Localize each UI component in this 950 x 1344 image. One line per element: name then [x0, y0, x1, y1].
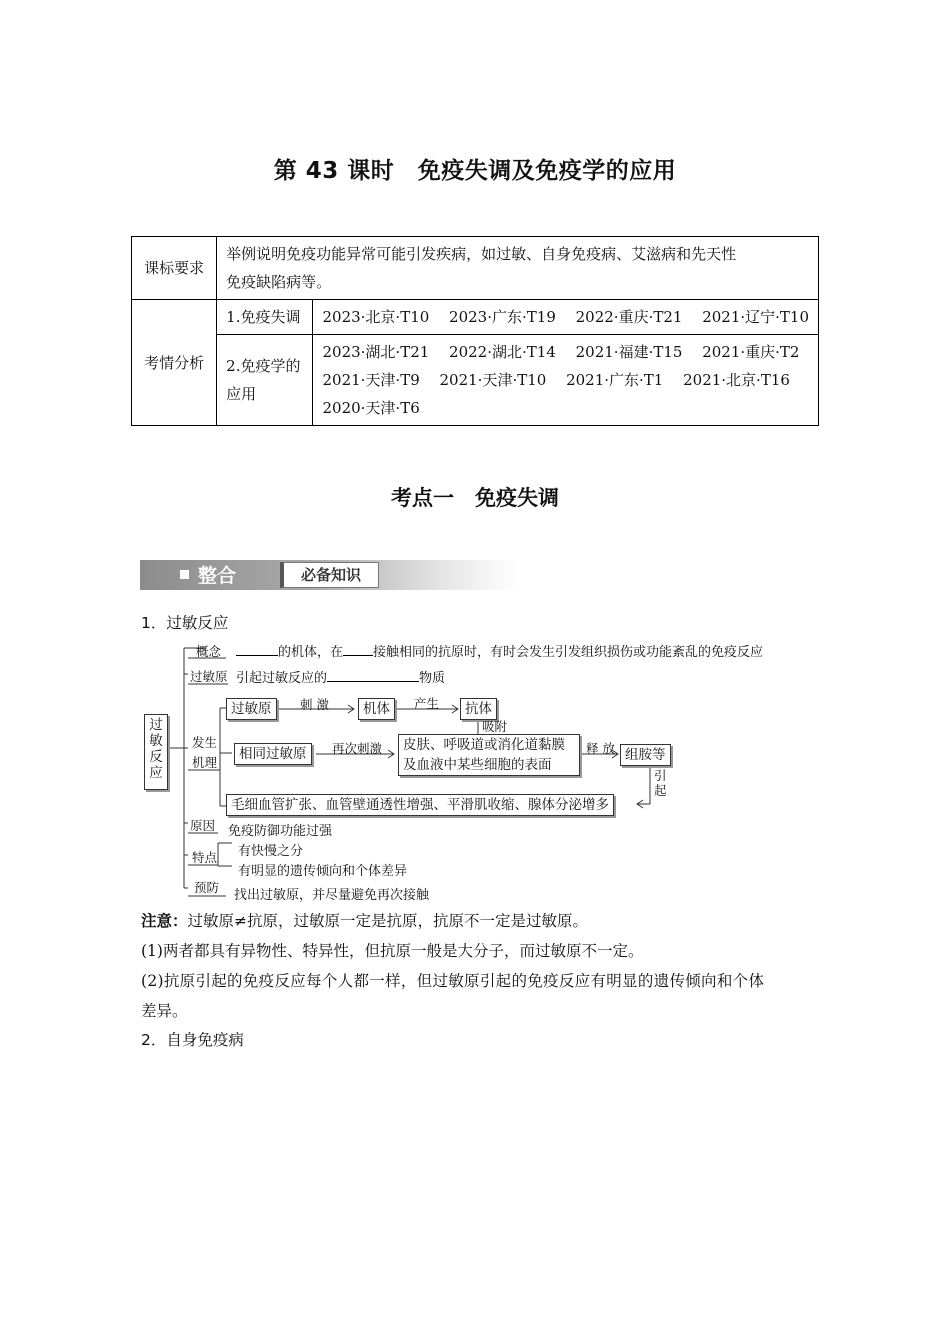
root-char-2: 敏 [149, 733, 163, 749]
reason-label: 原因 [190, 818, 216, 833]
root-char-1: 过 [149, 717, 163, 733]
banner-square-icon [180, 570, 189, 579]
concept-blank-2 [343, 655, 373, 656]
root-char-3: 反 [149, 749, 163, 765]
allergy-diagram [140, 638, 830, 908]
concept-blank-1 [236, 655, 278, 656]
concept-text-a: 的机体，在 [278, 645, 344, 660]
arrow-produce-label: 产生 [414, 696, 440, 711]
arrow-again-label: 再次刺激 [332, 741, 383, 756]
arrow-release-label: 释 放 [586, 741, 615, 756]
sub1-label: 1.免疫失调 [217, 300, 313, 335]
concept-text [236, 641, 763, 660]
box-cell-surface-line1: 皮肤、呼吸道或消化道黏膜 [403, 737, 565, 753]
allergen-label: 过敏原 [190, 669, 228, 684]
concept-label: 概念 [196, 644, 222, 659]
arrow-stimulate-label: 刺 激 [300, 697, 329, 712]
prevent-label: 预防 [194, 880, 220, 895]
box-cell-surface-line2: 及血液中某些细胞的表面 [403, 757, 552, 773]
feature-1: 有快慢之分 [238, 844, 304, 859]
root-char-4: 应 [149, 765, 163, 781]
item1-title: 1．过敏反应 [141, 614, 229, 632]
reason-text: 免疫防御功能过强 [228, 824, 333, 839]
banner-tag: 必备知识 [280, 562, 379, 588]
allergen-text [236, 667, 445, 686]
sub2-label-line1: 2.免疫学的 [226, 357, 301, 375]
adsorb-label: 吸附 [482, 719, 508, 734]
allergen-blank [327, 681, 419, 682]
box-body: 机体 [358, 698, 395, 720]
box-effects: 毛细血管扩张、血管壁通透性增强、平滑肌收缩、腺体分泌增多 [226, 794, 614, 816]
prevent-text: 找出过敏原，并尽量避免再次接触 [234, 888, 430, 903]
sub1-refs: 2023·北京·T10 2023·广东·T19 2022·重庆·T21 2021·辽宁·T10 [313, 300, 819, 335]
sub2-refs [313, 335, 819, 426]
box-allergen: 过敏原 [226, 698, 277, 720]
note-line [141, 906, 811, 936]
box-same-allergen: 相同过敏原 [234, 743, 312, 765]
mech-label-1: 发生 [192, 735, 218, 750]
banner-label: 整合 [198, 565, 237, 587]
box-antibody: 抗体 [460, 698, 497, 720]
row1-text-line1: 举例说明免疫功能异常可能引发疾病，如过敏、自身免疫病、艾滋病和先天性 [226, 245, 737, 263]
concept-text-b: 接触相同的抗原时，有时会发生引发组织损伤或功能紊乱的免疫反应 [373, 645, 764, 660]
curriculum-table [131, 236, 819, 426]
cause-char-1: 引 [654, 768, 667, 783]
row1-label: 课标要求 [132, 237, 217, 300]
item2-title: 2．自身免疫病 [141, 1031, 244, 1049]
page-title: 第 43 课时 免疫失调及免疫学的应用 [273, 158, 677, 184]
feature-2: 有明显的遗传倾向和个体差异 [238, 864, 408, 879]
row2-label: 考情分析 [132, 300, 217, 426]
section-title: 考点一 免疫失调 [391, 486, 559, 510]
sub2-refs-line2: 2021·天津·T9 2021·天津·T10 2021·广东·T1 2021·北京·T16 [322, 371, 790, 389]
allergen-text-a: 引起过敏反应的 [236, 671, 328, 686]
feature-label: 特点 [192, 850, 218, 865]
note-p2-line2: 差异。 [141, 1002, 188, 1020]
sub2-label-line2: 应用 [226, 385, 257, 403]
root-box [144, 714, 168, 790]
mech-label-2: 机理 [192, 755, 218, 770]
row1-text [217, 237, 819, 300]
cause-label [654, 768, 667, 798]
note-text: 过敏原≠抗原，过敏原一定是抗原，抗原不一定是过敏原。 [187, 912, 589, 930]
box-cell-surface [398, 734, 580, 776]
row1-text-line2: 免疫缺陷病等。 [226, 273, 332, 291]
sub2-refs-line1: 2023·湖北·T21 2022·湖北·T14 2021·福建·T15 2021·重庆·T2 [322, 343, 800, 361]
note-label: 注意： [141, 912, 188, 930]
cause-char-2: 起 [654, 783, 667, 798]
section-banner [140, 560, 522, 590]
note-p2-line1: (2)抗原引起的免疫反应每个人都一样，但过敏原引起的免疫反应有明显的遗传倾向和个体 [141, 972, 765, 990]
sub2-refs-line3: 2020·天津·T6 [322, 399, 420, 417]
box-histamine: 组胺等 [620, 744, 671, 766]
note-p1: (1)两者都具有异物性、特异性，但抗原一般是大分子，而过敏原不一定。 [141, 942, 644, 960]
allergen-text-b: 物质 [419, 671, 446, 686]
sub2-label [217, 335, 313, 426]
